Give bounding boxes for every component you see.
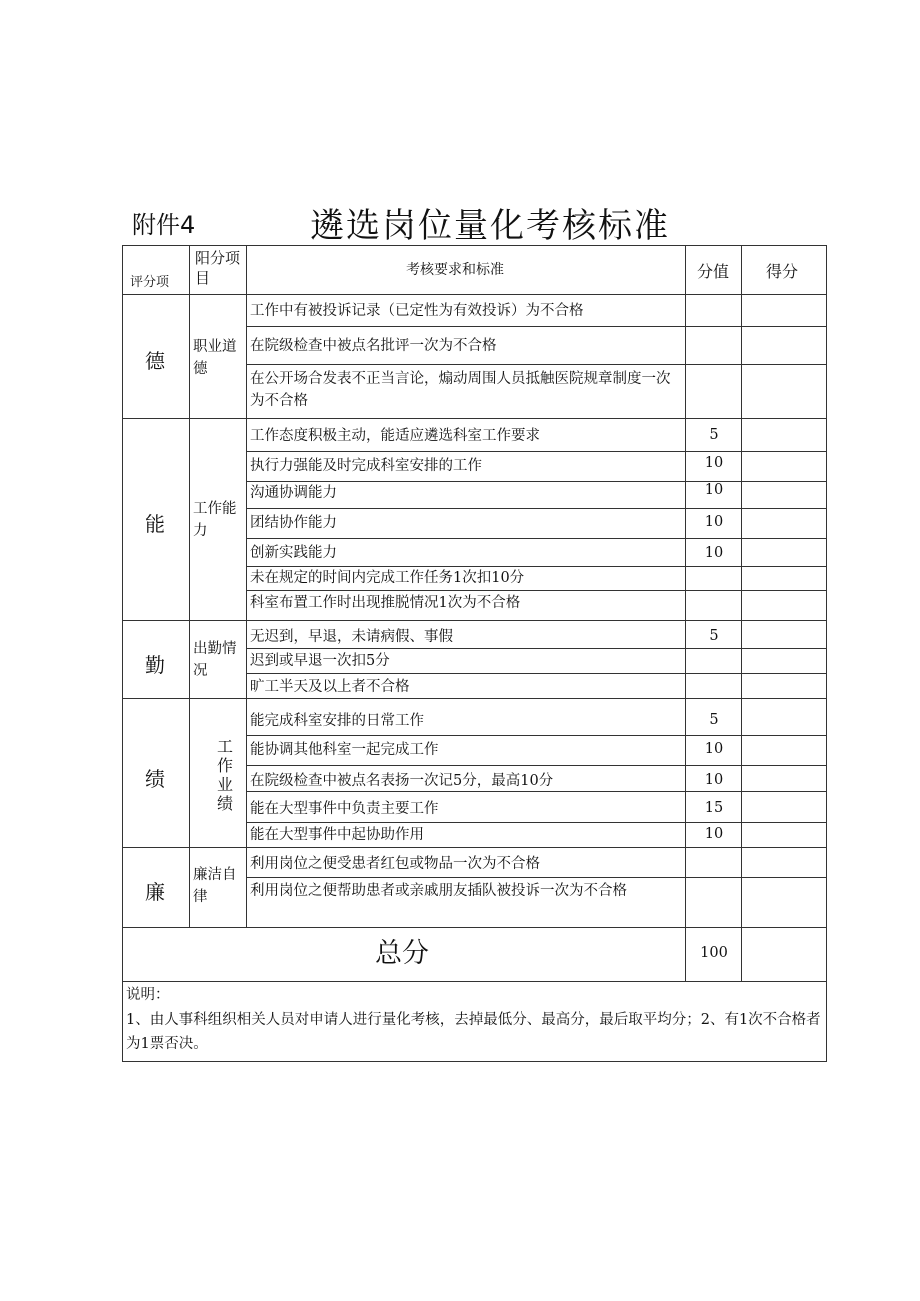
criteria-value: 5 [709,628,719,644]
criteria-value: 10 [704,482,724,498]
criteria-text: 沟通协调能力 [250,485,337,501]
category-de: 德 [145,349,165,373]
criteria-value: 10 [704,772,724,788]
criteria-value: 15 [704,800,724,816]
category-lian: 廉 [145,880,165,904]
category-neng: 能 [145,512,165,536]
row-divider [122,698,827,699]
row-divider [246,508,827,509]
row-divider [122,847,827,848]
criteria-text: 工作中有被投诉记录（已定性为有效投诉）为不合格 [250,303,584,319]
col-divider [189,245,190,928]
item-de: 职业道德 [193,339,237,377]
criteria-value: 10 [704,545,724,561]
row-divider [122,418,827,419]
row-divider [246,590,827,591]
category-qin: 勤 [145,653,165,677]
criteria-text: 利用岗位之便受患者红包或物品一次为不合格 [250,856,540,872]
criteria-text: 迟到或早退一次扣5分 [250,653,390,669]
item-neng: 工作能力 [193,501,237,539]
row-divider [246,364,827,365]
criteria-value: 10 [704,514,724,530]
row-divider [122,294,827,295]
criteria-value: 5 [709,712,719,728]
criteria-value: 10 [704,455,724,471]
attachment-label: 附件4 [132,211,196,239]
total-value: 100 [700,945,728,961]
criteria-text: 在公开场合发表不正当言论，煽动周围人员抵触医院规章制度一次为不合格 [250,371,671,409]
item-qin: 出勤情况 [193,641,237,679]
row-divider [122,620,827,621]
row-divider [122,927,827,928]
criteria-text: 在院级检查中被点名表扬一次记5分，最高10分 [250,773,554,789]
row-divider [246,765,827,766]
criteria-text: 工作态度积极主动，能适应遴选科室工作要求 [250,428,540,444]
item-lian: 廉洁自律 [193,867,237,905]
criteria-text: 能在大型事件中负责主要工作 [250,801,439,817]
row-divider [246,326,827,327]
criteria-text: 能在大型事件中起协助作用 [250,827,424,843]
row-divider [246,648,827,649]
criteria-text: 创新实践能力 [250,545,337,561]
criteria-text: 能完成科室安排的日常工作 [250,713,424,729]
criteria-value: 10 [704,826,724,842]
criteria-text: 在院级检查中被点名批评一次为不合格 [250,338,497,354]
header-score: 得分 [766,262,799,281]
row-divider [246,451,827,452]
row-divider [246,538,827,539]
row-divider [246,822,827,823]
header-value: 分值 [697,262,730,281]
criteria-text: 旷工半天及以上者不合格 [250,679,410,695]
criteria-text: 能协调其他科室一起完成工作 [250,742,439,758]
criteria-value: 10 [704,741,724,757]
criteria-value: 5 [709,427,719,443]
col-divider [685,245,686,982]
criteria-text: 无迟到，早退，未请病假、事假 [250,629,453,645]
category-ji: 绩 [145,767,165,791]
header-criteria: 考核要求和标准 [406,262,504,278]
criteria-text: 未在规定的时间内完成工作任务1次扣10分 [250,570,525,586]
col-divider [741,245,742,982]
item-ji: 工作业绩 [217,737,234,813]
criteria-text: 执行力强能及时完成科室安排的工作 [250,458,482,474]
criteria-text: 利用岗位之便帮助患者或亲戚朋友插队被投诉一次为不合格 [250,883,627,899]
row-divider [246,877,827,878]
row-divider [246,735,827,736]
total-label: 总分 [375,938,429,969]
header-category: 评分项 [130,275,170,290]
col-divider [246,245,247,928]
header-item: 阳分项目 [195,249,241,287]
page-title: 遴选岗位量化考核标准 [310,206,670,246]
criteria-text: 科室布置工作时出现推脱情况1次为不合格 [250,595,521,611]
row-divider [246,673,827,674]
row-divider [122,981,827,982]
notes-body: 1、由人事科组织相关人员对申请人进行量化考核，去掉最低分、最高分，最后取平均分；2、有1次不合格者为1票否决。 [126,1012,821,1052]
criteria-text: 团结协作能力 [250,515,337,531]
notes-heading: 说明： [126,987,170,1003]
